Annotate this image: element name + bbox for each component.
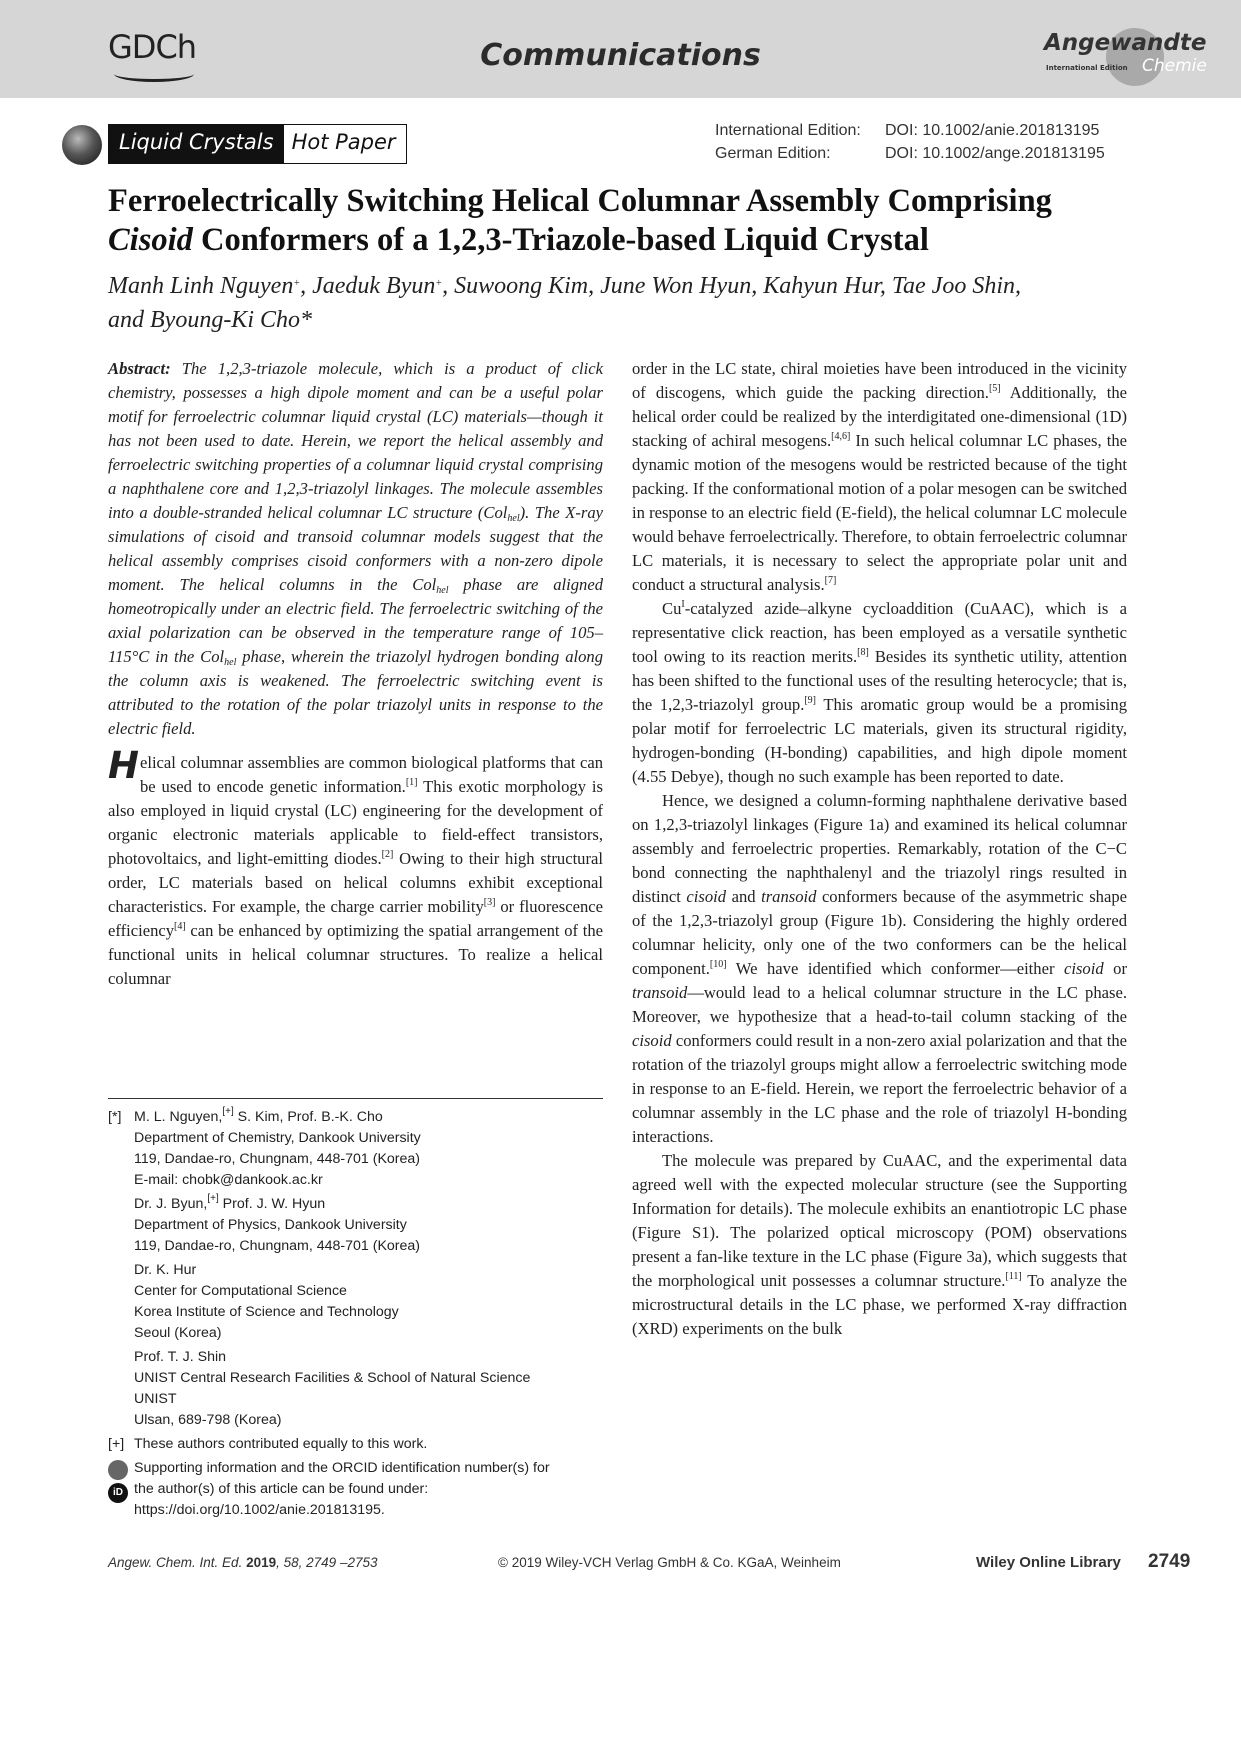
right-paragraph-4 xyxy=(632,1149,1127,1341)
affiliation-mark-star: [*] xyxy=(108,1109,122,1125)
affiliations xyxy=(108,1107,608,1524)
ref-1[interactable]: [1] xyxy=(405,777,418,788)
si-link[interactable]: https://doi.org/10.1002/anie.201813195. xyxy=(134,1502,385,1518)
p3-text-e: conformers could result in a non-zero axial polarization and that the rotation of the triazolyl groups might allow a ferroelectric switching mode in response to an E-field. Herein, we report the ferroelectric behavior of a columnar assembly in the LC phase and the role of triazolyl H-bonding interactions. xyxy=(632,1031,1127,1146)
intro-paragraph xyxy=(108,744,603,991)
intro-text-5: can be enhanced by optimizing the spatial arrangement of the functional units in helical columnar structures. To realize a helical columnar xyxy=(108,921,603,988)
affiliation-entry-1 xyxy=(108,1107,608,1191)
p3-text-c: We have identified which conformer—either xyxy=(726,959,1064,978)
intro-text-3: Owing to their high structural order, LC materials based on helical columns exhibit exceptional characteristics. For example, the charge carrier mobility xyxy=(108,849,603,916)
affiliation-entry-3 xyxy=(108,1260,608,1344)
affil-1-line-3: 119, Dandae-ro, Chungnam, 448-701 (Korea) xyxy=(134,1151,421,1167)
affil-2-line-3: 119, Dandae-ro, Chungnam, 448-701 (Korea) xyxy=(134,1238,421,1254)
p2-text-b: -catalyzed azide–alkyne cycloaddition (CuAAC), which is a representative click reaction, has been employed as a versatile synthetic tool owing to its reaction merits. xyxy=(632,599,1127,666)
affil-4-line-3: UNIST xyxy=(134,1391,177,1407)
affil-2-line-1 xyxy=(134,1194,608,1215)
abstract-sub-hel-1: hel xyxy=(507,513,520,524)
journal-logo-sub: Chemie xyxy=(1142,56,1207,76)
p3-transoid-1: transoid xyxy=(761,887,817,906)
si-icons xyxy=(108,1460,130,1506)
p2-text-c: Besides its synthetic utility, attention has been shifted to the functional uses of the resulting heterocycle; that is, the 1,2,3-triazolyl group. xyxy=(632,647,1127,714)
right-paragraph-1 xyxy=(632,357,1127,597)
ref-2[interactable]: [2] xyxy=(381,849,394,860)
doi-german-value[interactable]: DOI: 10.1002/ange.201813195 xyxy=(885,145,1105,162)
journal-logo-name: Angewandte xyxy=(1044,30,1207,56)
abstract-sub-hel-2: hel xyxy=(436,585,449,596)
author-1: Manh Linh Nguyen xyxy=(108,273,294,299)
journal-logo-edition: International Edition xyxy=(1046,64,1128,72)
doi-row-international xyxy=(715,119,1105,142)
p2-text-a: Cu xyxy=(662,599,682,618)
author-rest: , Suwoong Kim, June Won Hyun, Kahyun Hur, Tae Joo Shin, xyxy=(442,273,1021,299)
category-main: Liquid Crystals xyxy=(109,125,284,163)
affil-3-line-3: Korea Institute of Science and Technology xyxy=(134,1304,399,1320)
abstract-text-2: ). The X-ray simulations of cisoid and transoid columnar models suggest that the helical assembly comprises cisoid conformers with a non-zero dipole moment. The helical columns in the Col xyxy=(108,503,603,594)
ref-5[interactable]: [5] xyxy=(988,383,1001,394)
orcid-icon: iD xyxy=(108,1483,128,1503)
category-sub: Hot Paper xyxy=(284,125,406,163)
header-band xyxy=(0,0,1241,98)
ref-4-6[interactable]: [4,6] xyxy=(831,431,851,442)
footer-journal: Angew. Chem. Int. Ed. xyxy=(108,1555,243,1570)
affiliation-mark-plus: [+] xyxy=(108,1436,125,1452)
si-line-1: Supporting information and the ORCID identification number(s) for xyxy=(134,1460,550,1476)
affil-2-line-2: Department of Physics, Dankook University xyxy=(134,1217,407,1233)
category-tag xyxy=(108,124,407,164)
affil-4-line-2: UNIST Central Research Facilities & School of Natural Science xyxy=(134,1370,531,1386)
p1-text-c: In such helical columnar LC phases, the dynamic motion of the mesogens would be restricted because of the tight packing. If the conformational motion of a polar mesogen can be switched in response to an electric field (E-field), the helical columnar LC molecule would behave ferroelectrically. Therefore, to obtain ferroelectric columnar LC materials, it is necessary to select the appropriate polar unit and conduct a structural analysis. xyxy=(632,431,1127,594)
right-column xyxy=(632,357,1127,1341)
p3-cisoid-1: cisoid xyxy=(686,887,727,906)
journal-logo xyxy=(1040,26,1210,82)
footer-year: 2019 xyxy=(246,1555,277,1570)
affil-3-line-2: Center for Computational Science xyxy=(134,1283,347,1299)
paper-title xyxy=(108,182,1128,260)
ref-7[interactable]: [7] xyxy=(824,575,837,586)
footer-copyright: © 2019 Wiley-VCH Verlag GmbH & Co. KGaA, Weinheim xyxy=(498,1555,841,1570)
p2-text-d: This aromatic group would be a promising polar motif for ferroelectric LC materials, given its structural rigidity, hydrogen-bonding (H-bonding) capabilities, and high dipole moment (4.55 Debye), though no such example has been reported to date. xyxy=(632,695,1127,786)
p3-and: and xyxy=(726,887,762,906)
author-list: Manh Linh Nguyen+, Jaeduk Byun+, Suwoong Kim, June Won Hyun, Kahyun Hur, Tae Joo Shin, and Byoung-Ki Cho* xyxy=(108,273,1021,333)
ref-3[interactable]: [3] xyxy=(483,897,496,908)
p3-text-b: conformers because of the asymmetric shape of the 1,2,3-triazolyl group (Figure 1b). Considering the highly ordered columnar helicity, only one of the two conformers can be the helical component. xyxy=(632,887,1127,978)
title-line-2-rest: Conformers of a 1,2,3-Triazole-based Liquid Crystal xyxy=(192,222,929,258)
p3-cisoid-3: cisoid xyxy=(632,1031,672,1050)
affil-1-line-2: Department of Chemistry, Dankook University xyxy=(134,1130,421,1146)
ref-11[interactable]: [11] xyxy=(1005,1271,1022,1282)
doi-intl-label: International Edition: xyxy=(715,122,861,139)
intro-text-4: or fluorescence efficiency xyxy=(108,897,603,940)
right-paragraph-3 xyxy=(632,789,1127,1149)
title-line-2 xyxy=(108,221,1128,260)
page-footer xyxy=(108,1553,1198,1575)
author-2: Jaeduk Byun xyxy=(312,273,436,299)
p1-text-a: order in the LC state, chiral moieties have been introduced in the vicinity of discogens, which guide the packing direction. xyxy=(632,359,1127,402)
section-title: Communications xyxy=(480,38,761,73)
abstract-sub-hel-3: hel xyxy=(224,657,237,668)
supporting-info-note xyxy=(108,1458,608,1521)
p3-or: or xyxy=(1103,959,1127,978)
affil-2-name-b: Prof. J. W. Hyun xyxy=(218,1196,326,1212)
intro-text-1: elical columnar assemblies are common biological platforms that can be used to encode genetic information. xyxy=(139,753,603,796)
affil-1-name-a: M. L. Nguyen, xyxy=(134,1109,223,1125)
affil-2-plus: [+] xyxy=(207,1193,219,1204)
p4-text-b: To analyze the microstructural details in the LC phase, we performed X-ray diffraction (XRD) experiments on the bulk xyxy=(632,1271,1127,1338)
affiliation-entry-4 xyxy=(108,1347,608,1431)
affil-1-plus: [+] xyxy=(222,1106,234,1117)
category-sphere-icon xyxy=(62,125,102,165)
affil-3-line-4: Seoul (Korea) xyxy=(134,1325,222,1341)
left-column xyxy=(108,357,603,991)
doi-block xyxy=(715,119,1105,165)
si-line-2: the author(s) of this article can be found under: xyxy=(134,1481,429,1497)
affil-1-email[interactable]: E-mail: chobk@dankook.ac.kr xyxy=(134,1172,323,1188)
ref-4[interactable]: [4] xyxy=(174,921,186,932)
affil-1-line-1 xyxy=(134,1107,608,1128)
footer-library[interactable]: Wiley Online Library xyxy=(976,1554,1121,1571)
p1-text-b: Additionally, the helical order could be realized by the interdigitated one-dimensional (1D) stacking of achiral mesogens. xyxy=(632,383,1127,450)
ref-8[interactable]: [8] xyxy=(857,647,869,658)
right-paragraph-2 xyxy=(632,597,1127,789)
ref-10[interactable]: [10] xyxy=(709,959,727,970)
author-last: and Byoung-Ki Cho* xyxy=(108,307,312,333)
supporting-info-icon xyxy=(108,1460,128,1480)
affiliation-divider xyxy=(108,1098,603,1099)
equal-contribution-text: These authors contributed equally to this work. xyxy=(134,1436,428,1452)
p2-cu-oxidation: I xyxy=(681,599,685,610)
affil-4-line-4: Ulsan, 689-798 (Korea) xyxy=(134,1412,282,1428)
title-line-1: Ferroelectrically Switching Helical Columnar Assembly Comprising xyxy=(108,183,1052,219)
abstract xyxy=(108,357,603,741)
affil-4-line-1: Prof. T. J. Shin xyxy=(134,1349,226,1365)
equal-contribution-note xyxy=(108,1434,608,1455)
p3-cisoid-2: cisoid xyxy=(1064,959,1104,978)
drop-cap: H xyxy=(108,744,139,787)
p4-text-a: The molecule was prepared by CuAAC, and the experimental data agreed well with the expected molecular structure (see the Supporting Information for details). The molecule exhibits an enantiotropic LC phase (Figure S1). The polarized optical microscopy (POM) observations present a fan-like texture in the LC phase (Figure 3a), which suggests that the morphological unit possesses a columnar structure. xyxy=(632,1151,1127,1290)
abstract-text-1: The 1,2,3-triazole molecule, which is a product of click chemistry, possesses a high dipole moment and can be a useful polar motif for ferroelectric columnar liquid crystal (LC) materials—though it has not been used to date. Herein, we report the helical assembly and ferroelectric switching properties of a columnar liquid crystal comprising a naphthalene core and 1,2,3-triazolyl linkages. The molecule assembles into a double-stranded helical columnar LC structure (Col xyxy=(108,359,603,522)
p3-text-d: —would lead to a helical columnar structure in the LC phase. Moreover, we hypothesize that a head-to-tail column stacking of the xyxy=(632,983,1127,1026)
doi-german-label: German Edition: xyxy=(715,145,831,162)
doi-row-german xyxy=(715,142,1105,165)
p3-transoid-2: transoid xyxy=(632,983,688,1002)
intro-text-2: This exotic morphology is also employed in liquid crystal (LC) engineering for the development of organic electronic materials applicable to field-effect transistors, photovoltaics, and light-emitting diodes. xyxy=(108,777,603,868)
abstract-text-4: phase, wherein the triazolyl hydrogen bonding along the column axis is weakened. The ferroelectric switching event is attributed to the rotation of the polar triazolyl units in response to the electric field. xyxy=(108,647,604,738)
footer-volume-pages: , 58, 2749 –2753 xyxy=(276,1555,378,1570)
abstract-text-3: phase are aligned homeotropically under an electric field. The ferroelectric switching of the axial polarization can be observed in the temperature range of 105–115°C in the Col xyxy=(108,575,603,666)
footer-page-number: 2749 xyxy=(1148,1551,1191,1572)
p3-text-a: Hence, we designed a column-forming naphthalene derivative based on 1,2,3-triazolyl linkages (Figure 1a) and examined its helical columnar assembly and ferroelectric properties. Remarkably, rotation of the C−C bond connecting the naphthalenyl and the triazolyl rings resulted in distinct xyxy=(632,791,1127,906)
ref-9[interactable]: [9] xyxy=(804,695,817,706)
doi-intl-value[interactable]: DOI: 10.1002/anie.201813195 xyxy=(885,122,1100,139)
affil-1-name-b: S. Kim, Prof. B.-K. Cho xyxy=(233,1109,383,1125)
gdch-logo-text: GDCh xyxy=(108,28,197,66)
affil-3-line-1: Dr. K. Hur xyxy=(134,1262,197,1278)
footer-citation xyxy=(108,1555,377,1570)
abstract-label: Abstract: xyxy=(108,359,171,378)
affiliation-entry-2 xyxy=(108,1194,608,1257)
affil-2-name-a: Dr. J. Byun, xyxy=(134,1196,208,1212)
title-italic-word: Cisoid xyxy=(108,222,193,258)
